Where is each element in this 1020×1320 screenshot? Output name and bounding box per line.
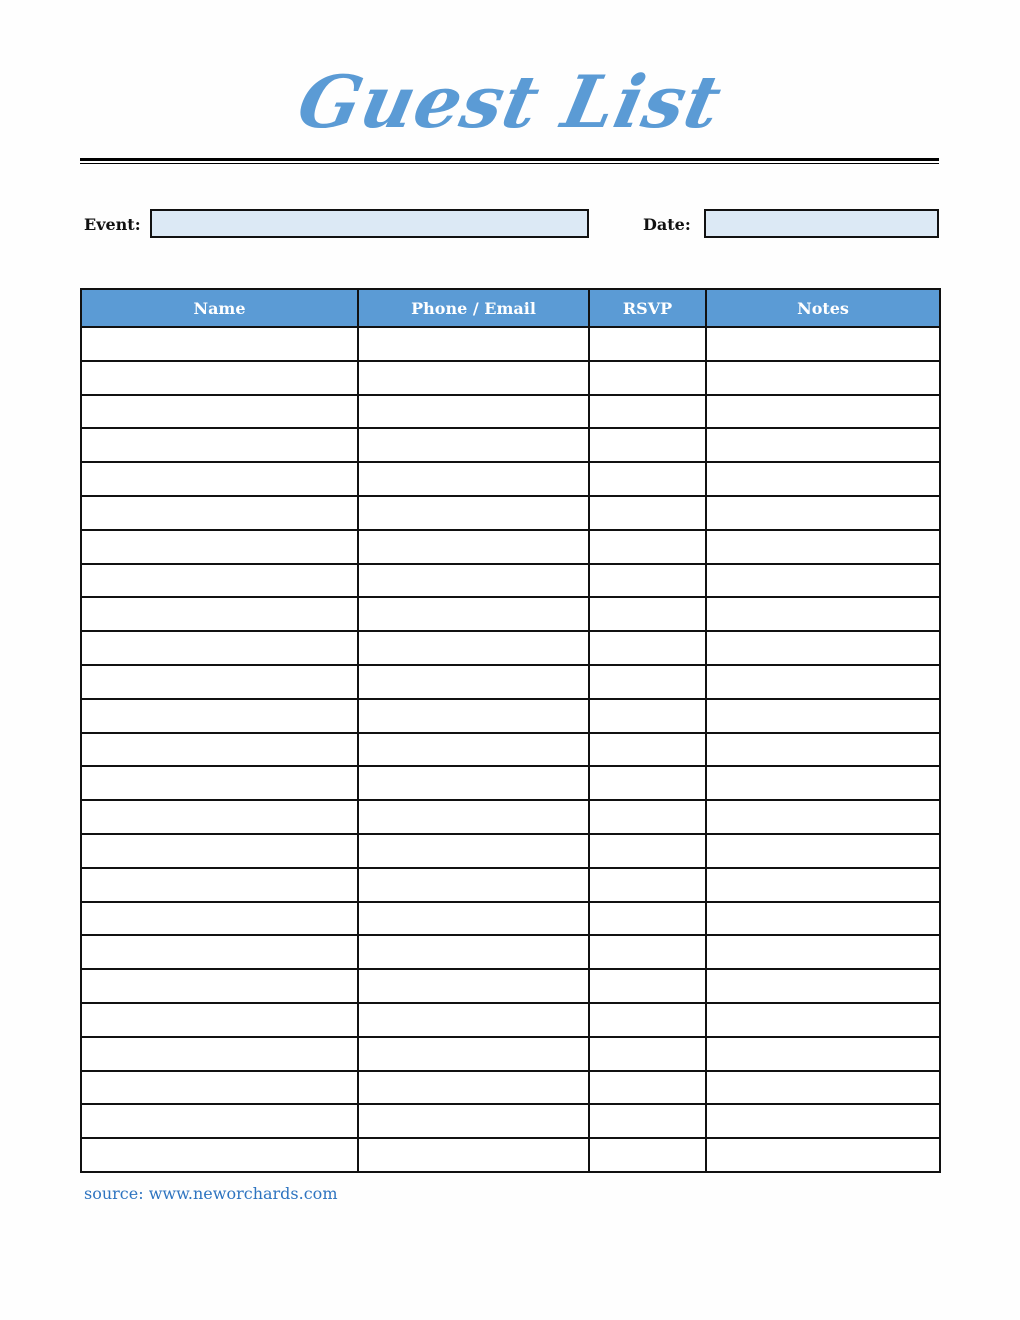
phone-email-cell[interactable] xyxy=(358,766,589,800)
table-row xyxy=(81,1003,940,1037)
phone-email-cell[interactable] xyxy=(358,868,589,902)
name-cell[interactable] xyxy=(81,496,358,530)
table-row xyxy=(81,564,940,598)
notes-cell[interactable] xyxy=(706,766,940,800)
rsvp-cell[interactable] xyxy=(589,597,706,631)
name-cell[interactable] xyxy=(81,1003,358,1037)
rsvp-cell[interactable] xyxy=(589,1104,706,1138)
phone-email-cell[interactable] xyxy=(358,395,589,429)
notes-cell[interactable] xyxy=(706,395,940,429)
rsvp-cell[interactable] xyxy=(589,902,706,936)
rsvp-cell[interactable] xyxy=(589,800,706,834)
table-row xyxy=(81,868,940,902)
phone-email-cell[interactable] xyxy=(358,665,589,699)
rsvp-cell[interactable] xyxy=(589,631,706,665)
name-cell[interactable] xyxy=(81,597,358,631)
name-cell[interactable] xyxy=(81,969,358,1003)
phone-email-cell[interactable] xyxy=(358,462,589,496)
table-header-row xyxy=(81,289,940,327)
event-label: Event: xyxy=(84,215,141,234)
table-row xyxy=(81,361,940,395)
phone-email-cell[interactable] xyxy=(358,428,589,462)
name-cell[interactable] xyxy=(81,395,358,429)
table-row xyxy=(81,766,940,800)
phone-email-cell[interactable] xyxy=(358,1071,589,1105)
table-row xyxy=(81,935,940,969)
column-header-phone-email: Phone / Email xyxy=(358,289,589,327)
name-cell[interactable] xyxy=(81,462,358,496)
rsvp-cell[interactable] xyxy=(589,1138,706,1172)
phone-email-cell[interactable] xyxy=(358,1104,589,1138)
table-row xyxy=(81,733,940,767)
column-header-notes: Notes xyxy=(706,289,940,327)
notes-cell[interactable] xyxy=(706,1037,940,1071)
rsvp-cell[interactable] xyxy=(589,969,706,1003)
table-row xyxy=(81,462,940,496)
date-field[interactable] xyxy=(704,209,939,238)
notes-cell[interactable] xyxy=(706,1138,940,1172)
table-row xyxy=(81,1037,940,1071)
name-cell[interactable] xyxy=(81,935,358,969)
notes-cell[interactable] xyxy=(706,462,940,496)
notes-cell[interactable] xyxy=(706,935,940,969)
rsvp-cell[interactable] xyxy=(589,1037,706,1071)
guest-table xyxy=(80,288,941,1173)
table-row xyxy=(81,327,940,361)
rsvp-cell[interactable] xyxy=(589,935,706,969)
name-cell[interactable] xyxy=(81,1104,358,1138)
notes-cell[interactable] xyxy=(706,665,940,699)
column-header-name: Name xyxy=(81,289,358,327)
phone-email-cell[interactable] xyxy=(358,631,589,665)
rsvp-cell[interactable] xyxy=(589,361,706,395)
name-cell[interactable] xyxy=(81,733,358,767)
table-body xyxy=(81,327,940,1172)
table-row xyxy=(81,395,940,429)
name-cell[interactable] xyxy=(81,428,358,462)
name-cell[interactable] xyxy=(81,665,358,699)
table-row xyxy=(81,597,940,631)
event-field[interactable] xyxy=(150,209,589,238)
name-cell[interactable] xyxy=(81,868,358,902)
notes-cell[interactable] xyxy=(706,597,940,631)
rsvp-cell[interactable] xyxy=(589,496,706,530)
notes-cell[interactable] xyxy=(706,1071,940,1105)
column-header-rsvp: RSVP xyxy=(589,289,706,327)
rsvp-cell[interactable] xyxy=(589,665,706,699)
title-divider-thin xyxy=(80,163,939,164)
phone-email-cell[interactable] xyxy=(358,733,589,767)
table-row xyxy=(81,1071,940,1105)
rsvp-cell[interactable] xyxy=(589,1071,706,1105)
table-row xyxy=(81,665,940,699)
table-row xyxy=(81,969,940,1003)
date-label: Date: xyxy=(643,215,691,234)
phone-email-cell[interactable] xyxy=(358,597,589,631)
phone-email-cell[interactable] xyxy=(358,530,589,564)
table-row xyxy=(81,800,940,834)
phone-email-cell[interactable] xyxy=(358,969,589,1003)
title-divider-thick xyxy=(80,158,939,161)
notes-cell[interactable] xyxy=(706,1003,940,1037)
name-cell[interactable] xyxy=(81,327,358,361)
table-row xyxy=(81,496,940,530)
rsvp-cell[interactable] xyxy=(589,395,706,429)
rsvp-cell[interactable] xyxy=(589,1003,706,1037)
notes-cell[interactable] xyxy=(706,530,940,564)
notes-cell[interactable] xyxy=(706,327,940,361)
rsvp-cell[interactable] xyxy=(589,868,706,902)
phone-email-cell[interactable] xyxy=(358,361,589,395)
table-row xyxy=(81,902,940,936)
table-row xyxy=(81,834,940,868)
notes-cell[interactable] xyxy=(706,564,940,598)
phone-email-cell[interactable] xyxy=(358,564,589,598)
name-cell[interactable] xyxy=(81,1138,358,1172)
name-cell[interactable] xyxy=(81,834,358,868)
rsvp-cell[interactable] xyxy=(589,766,706,800)
notes-cell[interactable] xyxy=(706,733,940,767)
name-cell[interactable] xyxy=(81,564,358,598)
table-row xyxy=(81,428,940,462)
phone-email-cell[interactable] xyxy=(358,935,589,969)
notes-cell[interactable] xyxy=(706,699,940,733)
phone-email-cell[interactable] xyxy=(358,327,589,361)
rsvp-cell[interactable] xyxy=(589,834,706,868)
name-cell[interactable] xyxy=(81,766,358,800)
phone-email-cell[interactable] xyxy=(358,699,589,733)
phone-email-cell[interactable] xyxy=(358,834,589,868)
notes-cell[interactable] xyxy=(706,834,940,868)
rsvp-cell[interactable] xyxy=(589,733,706,767)
source-link[interactable]: source: www.neworchards.com xyxy=(84,1184,338,1203)
notes-cell[interactable] xyxy=(706,361,940,395)
name-cell[interactable] xyxy=(81,530,358,564)
table-row xyxy=(81,699,940,733)
notes-cell[interactable] xyxy=(706,1104,940,1138)
rsvp-cell[interactable] xyxy=(589,327,706,361)
page-title: Guest List xyxy=(290,59,730,144)
name-cell[interactable] xyxy=(81,902,358,936)
notes-cell[interactable] xyxy=(706,902,940,936)
name-cell[interactable] xyxy=(81,800,358,834)
phone-email-cell[interactable] xyxy=(358,496,589,530)
rsvp-cell[interactable] xyxy=(589,564,706,598)
name-cell[interactable] xyxy=(81,1037,358,1071)
notes-cell[interactable] xyxy=(706,428,940,462)
notes-cell[interactable] xyxy=(706,800,940,834)
table-row xyxy=(81,631,940,665)
notes-cell[interactable] xyxy=(706,631,940,665)
name-cell[interactable] xyxy=(81,1071,358,1105)
phone-email-cell[interactable] xyxy=(358,1003,589,1037)
phone-email-cell[interactable] xyxy=(358,902,589,936)
name-cell[interactable] xyxy=(81,631,358,665)
phone-email-cell[interactable] xyxy=(358,1138,589,1172)
table-row xyxy=(81,1104,940,1138)
rsvp-cell[interactable] xyxy=(589,428,706,462)
notes-cell[interactable] xyxy=(706,969,940,1003)
notes-cell[interactable] xyxy=(706,868,940,902)
table-row xyxy=(81,1138,940,1172)
name-cell[interactable] xyxy=(81,361,358,395)
name-cell[interactable] xyxy=(81,699,358,733)
notes-cell[interactable] xyxy=(706,496,940,530)
rsvp-cell[interactable] xyxy=(589,699,706,733)
rsvp-cell[interactable] xyxy=(589,462,706,496)
phone-email-cell[interactable] xyxy=(358,800,589,834)
phone-email-cell[interactable] xyxy=(358,1037,589,1071)
table-row xyxy=(81,530,940,564)
rsvp-cell[interactable] xyxy=(589,530,706,564)
